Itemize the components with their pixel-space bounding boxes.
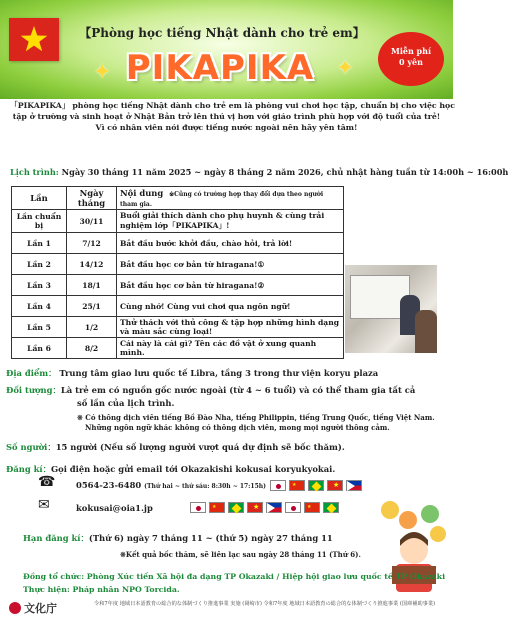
table-row: Lần 5 1/2 Thử thách với thủ công & tập hợp những hình dạng và màu sắc cùng loại! (12, 317, 344, 338)
japan-flag-icon (285, 502, 301, 513)
col-header: Nội dung ※Cũng có trường hợp thay đổi dựa theo người tham gia. (117, 187, 344, 210)
language-flags (270, 480, 362, 491)
classroom-photo (345, 265, 437, 353)
china-flag-icon: ★ (304, 502, 320, 513)
envelope-icon: ✉ (38, 497, 50, 513)
brazil-flag-icon (308, 480, 324, 491)
vietnam-flag-icon (9, 18, 59, 61)
agency-logo-icon (9, 602, 21, 614)
brazil-flag-icon (323, 502, 339, 513)
schedule: Lịch trình: Ngày 30 tháng 11 năm 2025 ~ ngày 8 tháng 2 năm 2026, chủ nhật hàng tuần từ 14:00h ~ 16:00h (10, 167, 508, 177)
table-row: Lần chuẩn bị 30/11 Buổi giải thích dành cho phụ huynh & cùng trải nghiệm lớp「PIKAPIKA」! (12, 210, 344, 233)
capacity: Số người：15 người (Nếu số lượng người vượt quá dự định sẽ bốc thăm). (6, 442, 345, 452)
col-header: Lần (12, 187, 67, 210)
deadline: Hạn đăng kí：(Thứ 6) ngày 7 tháng 11 ~ (thứ 5) ngày 27 tháng 11 (23, 533, 333, 543)
table-row: Lần 3 18/1 Bắt đầu học cơ bản từ hiragana!② (12, 275, 344, 296)
table-row: Lần 2 14/12 Bắt đầu học cơ bản từ hiragana!① (12, 254, 344, 275)
page-title: PIKAPIKA (125, 48, 315, 88)
sparkle-icon: ✦ (93, 60, 112, 85)
table-row: Lần 4 25/1 Cùng nhớ! Cùng vui chơi qua ngôn ngữ! (12, 296, 344, 317)
free-badge: Miễn phí 0 yên (378, 32, 444, 86)
staff-note: ※ Có thông dịch viên tiếng Bồ Đào Nha, tiếng Philippin, tiếng Trung Quốc, tiếng Việt Nam. (77, 413, 435, 422)
phone-number[interactable]: 0564-23-6480 (Thứ hai ~ thứ sáu: 8:30h ~ 17:15h) (76, 480, 266, 490)
register: Đăng kí：Gọi điện hoặc gửi email tới Okazakishi kokusai koryukyokai. (6, 464, 336, 474)
organizer: Đồng tổ chức: Phòng Xúc tiến Xã hội đa dạng TP Okazaki / Hiệp hội giao lưu quốc tế TP Okazaki (23, 572, 446, 581)
japan-flag-icon (270, 480, 286, 491)
venue: Địa điểm： Trung tâm giao lưu quốc tế Libra, tầng 3 trong thư viện koryu plaza (6, 368, 379, 378)
page-subtitle: 【Phòng học tiếng Nhật dành cho trẻ em】 (79, 26, 365, 40)
implementer: Thực hiện: Pháp nhân NPO Torcida. (23, 585, 180, 594)
vietnam-small-flag-icon: ★ (327, 480, 343, 491)
agency-logo: 文化庁 (9, 600, 57, 616)
table-header-row (12, 187, 344, 210)
staff-note: Những ngôn ngữ khác không có thông dịch viên, mong mọi người thông cảm. (85, 423, 390, 432)
japan-flag-icon (190, 502, 206, 513)
schedule-table (11, 186, 344, 359)
china-flag-icon: ★ (289, 480, 305, 491)
philippines-flag-icon (346, 480, 362, 491)
language-flags (190, 502, 339, 513)
china-flag-icon: ★ (209, 502, 225, 513)
phone-icon: ☎ (38, 474, 56, 490)
philippines-flag-icon (266, 502, 282, 513)
footer-small-print: 令和7年度 地域日本語教育の総合的な体制づくり推進事業 実施 (岡崎市) 令和7年度 地域日本語教育の総合的な体制づくり推進事業 (国庫補助事業) (94, 601, 436, 607)
sparkle-icon: ✦ (336, 56, 355, 81)
deadline-note: ※Kết quả bốc thăm, sẽ liên lạc sau ngày 28 tháng 11 (Thứ 6). (120, 550, 361, 559)
table-row: Lần 1 7/12 Bắt đầu bước khởi đầu, chào hỏi, trả lời! (12, 233, 344, 254)
target: Đối tượng：Là trẻ em có nguồn gốc nước ngoài (từ 4 ~ 6 tuổi) và có thể tham gia tất cả (6, 385, 416, 395)
col-header: Ngày tháng (67, 187, 117, 210)
intro-text: 「PIKAPIKA」 phòng học tiếng Nhật dành cho trẻ em là phòng vui chơi học tập, chuẩn bị cho việc học tập ở trường và sinh hoạt ở Nhật Bản trở lên thú vị hơn với giáo trình phù hợp với độ tuổi của trẻ! Vì có nhân viên nói được tiếng nước ngoài nên hãy yên tâm! (10, 101, 455, 132)
email-address[interactable]: kokusai@oia1.jp (76, 503, 153, 513)
vietnam-small-flag-icon: ★ (247, 502, 263, 513)
child-reading-illustration (378, 500, 448, 596)
target-line2: số lần của lịch trình. (77, 398, 175, 408)
brazil-flag-icon (228, 502, 244, 513)
table-row: Lần 6 8/2 Cái này là cái gì? Tên các đồ vật ở xung quanh mình. (12, 338, 344, 359)
